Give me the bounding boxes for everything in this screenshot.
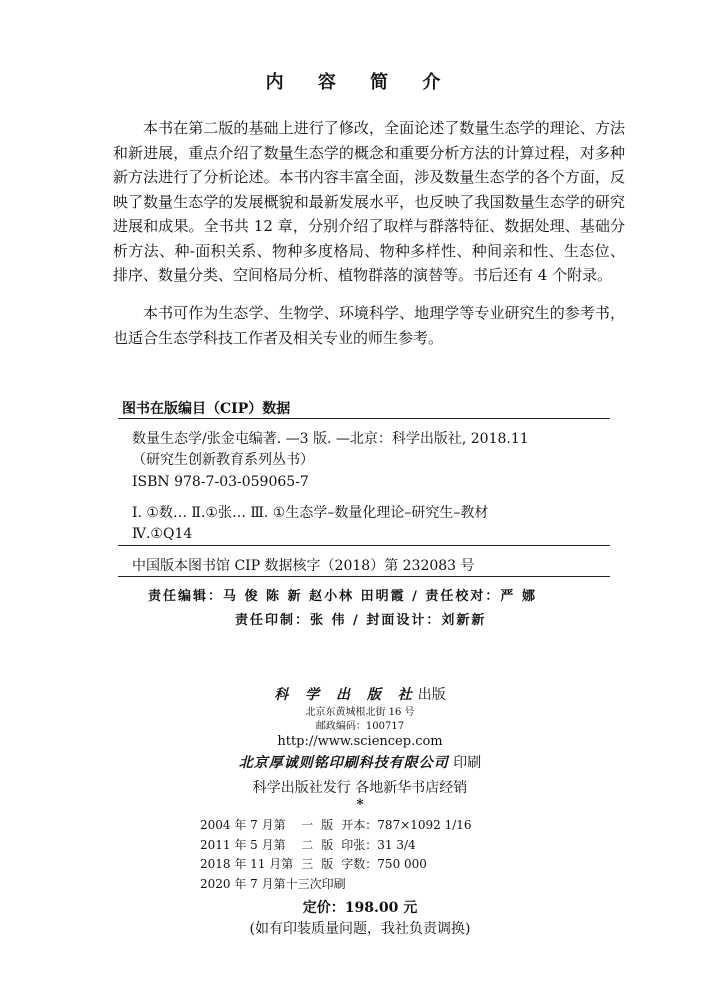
edition-row (200, 835, 480, 855)
edition-row (200, 854, 480, 874)
edition-number: 三 (301, 857, 314, 872)
printer-name: 北京厚诚则铭印刷科技有限公司 (238, 755, 449, 771)
edition-spec: 开本：787×1092 1/16 (341, 818, 472, 833)
cip-heading: 图书在版编目（CIP）数据 (122, 401, 291, 417)
edition-unit: 版 (321, 857, 334, 872)
edition-number: 一 (301, 818, 314, 833)
publisher-suffix: 出版 (417, 687, 446, 703)
cip-top-rule (118, 418, 610, 419)
cip-isbn: ISBN 978-7-03-059065-7 (132, 474, 309, 490)
cip-record-number: 中国版本图书馆 CIP 数据核字（2018）第 232083 号 (132, 558, 475, 574)
edition-row (200, 815, 480, 835)
edition-number: 二 (301, 837, 314, 852)
edition-date: 2018 年 11 月第 (200, 857, 294, 872)
cip-classification-1: Ⅰ. ①数… Ⅱ.①张… Ⅲ. ①生态学–数量化理论–研究生–教材 (132, 505, 489, 521)
intro-paragraph-2 (113, 301, 625, 350)
intro-paragraph-1 (113, 116, 625, 288)
edition-date: 2011 年 5 月第 (200, 837, 286, 852)
printer-line (0, 752, 720, 772)
cip-line-1: 数量生态学/张金屯编著. —3 版. —北京：科学出版社, 2018.11 (132, 431, 529, 447)
quality-notice: (如有印装质量问题，我社负责调换) (249, 921, 471, 937)
intro-text-1: 本书在第二版的基础上进行了修改，全面论述了数量生态学的理论、方法和新进展，重点介绍了数量生态学的概念和重要分析方法的计算过程，对多种新方法进行了分析论述。本书内容丰富全面，涉及数量生态学的各个方面，反映了数量生态学的发展概貌和最新发展水平，也反映了我国数量生态学的研究进展和成果。全书共 12 章，分别介绍了取样与群落特征、数据处理、基础分析方法、种-面积关系、物种多度格局、物种多样性、种间亲和性、生态位、排序、数量分类、空间格局分析、植物群落的演替等。书后还有 4 个附录。 (113, 119, 625, 284)
credits-production: 责任印制：张 伟 / 封面设计：刘新新 (235, 613, 487, 628)
price: 定价：198.00 元 (302, 900, 418, 916)
edition-unit: 版 (321, 818, 334, 833)
page-title: 内 容 简 介 (265, 72, 455, 93)
edition-unit: 版 (321, 837, 334, 852)
credits-editors: 责任编辑：马 俊 陈 新 赵小林 田明霞 / 责任校对：严 娜 (148, 589, 537, 604)
publisher-name: 科 学 出 版 社 (274, 687, 418, 703)
edition-spec: 字数：750 000 (341, 857, 427, 872)
printer-suffix: 印刷 (453, 755, 482, 771)
intro-text-2: 本书可作为生态学、生物学、环境科学、地理学等专业研究生的参考书，也适合生态学科技工作者及相关专业的师生参考。 (113, 304, 625, 347)
edition-table (200, 815, 480, 893)
edition-spec: 印张：31 3/4 (341, 837, 416, 852)
edition-row (200, 874, 480, 894)
cip-middle-rule (118, 545, 610, 546)
separator-star: * (356, 797, 364, 813)
cip-classification-2: Ⅳ.①Q14 (132, 526, 193, 542)
publisher-url: http://www.sciencep.com (277, 734, 443, 749)
edition-date: 2004 年 7 月第 (200, 818, 286, 833)
publisher-address: 北京东黄城根北街 16 号 (305, 707, 415, 718)
distribution-line: 科学出版社发行 各地新华书店经销 (252, 780, 468, 796)
printing-record: 2020 年 7 月第十三次印刷 (200, 876, 346, 891)
cip-bottom-rule (118, 576, 610, 577)
cip-line-2: （研究生创新教育系列丛书） (132, 452, 314, 468)
publisher-line (0, 684, 720, 704)
publisher-postcode: 邮政编码：100717 (315, 721, 405, 732)
